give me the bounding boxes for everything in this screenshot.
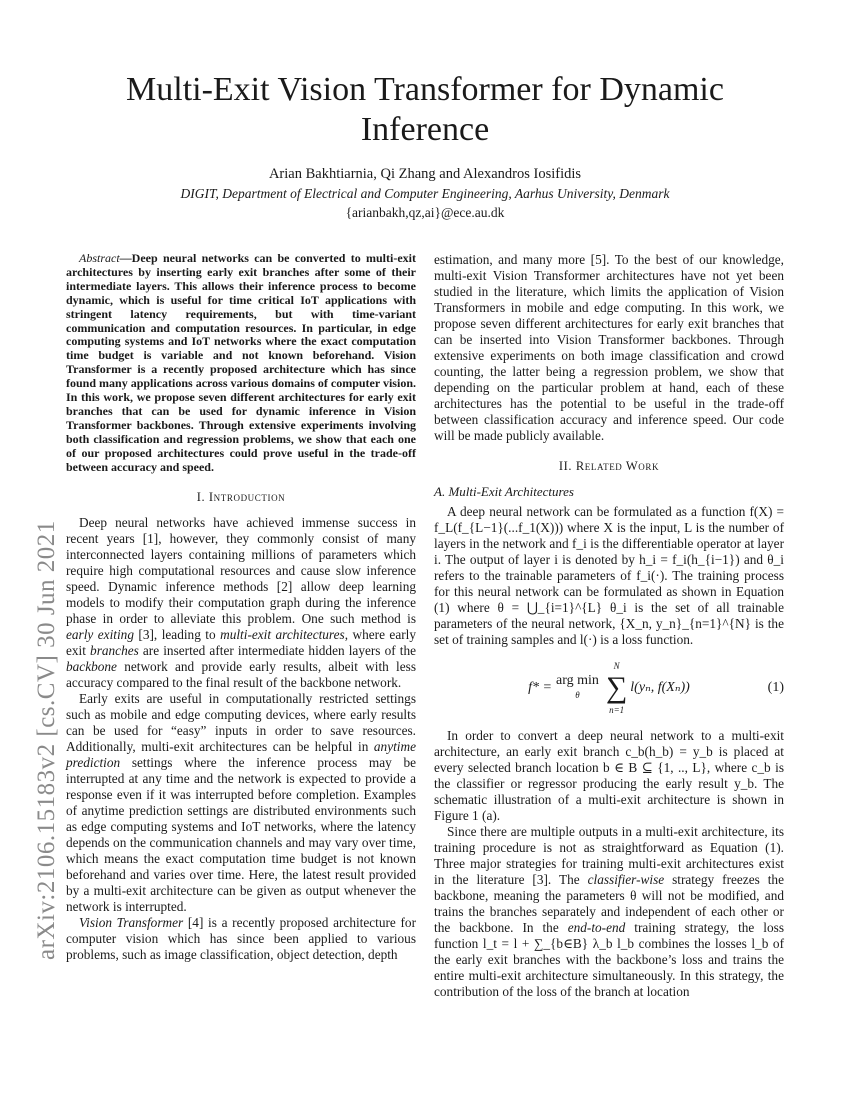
affiliation: DIGIT, Department of Electrical and Computer Engineering, Aarhus University, Denmark xyxy=(180,186,670,201)
sum-upper-limit: N xyxy=(613,661,620,671)
emphasis: end-to-end xyxy=(567,920,626,935)
intro-paragraph-3 xyxy=(66,915,416,963)
text-run: training strategy, the loss function l_t = l + ∑_{b∈B} λ_b l_b combines the losses l_b of the early exit branches with the backbone’s loss and trains the entire multi-exit architecture simultaneously. In this strategy, the contribution of the loss of the branch at location xyxy=(434,920,784,999)
sum-symbol: ∑ xyxy=(605,671,628,704)
abstract-text: —Deep neural networks can be converted to multi-exit architectures by inserting early exit branches after some of their intermediate layers. This allows their inference process to become dynamic, which is useful for time critical IoT applications with stringent latency requirements, but with time-variant communication and computation resources. In particular, in edge computing systems and IoT networks where the exact computation time budget is variable and not known beforehand. Vision Transformer is a recently proposed architecture which has since found many applications across various domains of computer vision. In this work, we propose seven different architectures for early exit branches that can be used for dynamic inference in Vision Transformer backbones. Through extensive experiments involving both classification and regression problems, we show that each one of our proposed architectures could prove useful in the trade-off between accuracy and speed. xyxy=(66,251,416,474)
related-paragraph-3 xyxy=(434,824,784,1000)
arxiv-stamp: arXiv:2106.15183v2 [cs.CV] 30 Jun 2021 xyxy=(33,520,60,960)
emphasis: Vision Transformer xyxy=(79,914,184,930)
intro-continuation: estimation, and many more [5]. To the best of our knowledge, multi-exit Vision Transformer architectures have not yet been studied in the literature, which limits the application of Vision Transformers in mobile and edge computing. In this work, we propose seven different architectures for early exit branches that can be inserted into Vision Transformer backbones. Through extensive experiments on both image classification and crowd counting, the latter being a regression problem, we show that depending on the particular problem at hand, each of these architectures has the potential to be useful in the trade-off between classification accuracy and inference speed. Our code will be made publicly available. xyxy=(434,252,784,443)
subsection-heading-multi-exit: A. Multi-Exit Architectures xyxy=(434,484,574,499)
left-column xyxy=(66,252,416,963)
intro-paragraph-1 xyxy=(66,515,416,691)
sum-lower-limit: n=1 xyxy=(609,705,625,715)
right-column xyxy=(434,252,784,1000)
abstract-label: Abstract xyxy=(79,251,120,265)
section-heading-introduction: I. Introduction xyxy=(196,489,286,504)
text-run: network and provide early results, albeit with less accuracy compared to the final result of the backbone network. xyxy=(66,658,416,690)
emphasis: multi-exit architectures xyxy=(220,626,345,642)
related-paragraph-2: In order to convert a deep neural network to a multi-exit architecture, an early exit branch c_b(h_b) = y_b is placed at every selected branch location b ∈ B ⊆ {1, .., L}, where c_b is the classifier or regressor producing the early result y_b. The schematic illustration of a multi-exit architecture is shown in Figure 1 (a). xyxy=(434,728,784,823)
section-heading-related-work: II. Related Work xyxy=(558,459,660,473)
emphasis: anytime prediction xyxy=(66,738,416,770)
argmin-label: arg min xyxy=(556,673,599,688)
text-run: Since there are multiple outputs in a multi-exit architecture, its training procedure is not as straightforward as Equation (1). Three major strategies for training multi-exit architectures exist in the literature [3]. The xyxy=(434,824,784,887)
equation-body xyxy=(528,658,690,718)
emphasis: early exiting xyxy=(66,626,134,642)
equation-rhs: l(yₙ, f(Xₙ)) xyxy=(630,680,690,695)
equation-lhs: f* = xyxy=(528,680,552,695)
sum-operator xyxy=(606,658,627,718)
author-list: Arian Bakhtiarnia, Qi Zhang and Alexandros Iosifidis xyxy=(268,166,582,182)
text-run: Deep neural networks have achieved immense success in recent years [1], however, they commonly consist of many interconnected layers containing millions of parameters which require high computational resources and cause slow inference speed. Dynamic inference methods [2] allow deep learning models to modify their computation graph during the inference phase in order to alleviate this problem. One such method is xyxy=(66,514,416,626)
emphasis: classifier-wise xyxy=(587,872,665,887)
text-run: settings where the inference process may be interrupted at any time and the network is expected to provide a response even if it was interrupted before completion. Examples of anytime prediction settings are distributed environments such as edge computing systems and IoT networks, where the latency depends on the communication channels and may vary over time, which means the exact computation time budget is not known beforehand and varies over time. Here, the latest result provided by a multi-exit architecture can be given as output whenever the network is interrupted. xyxy=(66,754,416,914)
paper-title: Multi-Exit Vision Transformer for Dynamic Inference xyxy=(126,71,724,148)
emphasis: branches xyxy=(90,642,139,658)
text-run: , where early exit xyxy=(66,626,416,658)
intro-paragraph-2 xyxy=(66,691,416,915)
equation-1 xyxy=(434,652,784,724)
abstract xyxy=(66,252,416,475)
author-emails: {arianbakh,qz,ai}@ece.au.dk xyxy=(345,205,505,220)
text-run: [3], leading to xyxy=(133,626,221,642)
equation-number: (1) xyxy=(767,680,784,695)
related-paragraph-1: A deep neural network can be formulated as a function f(X) = f_L(f_{L−1}(...f_1(X))) where X is the input, L is the number of layers in the network and f_i is the differentiable operator at layer i. The output of layer i is denoted by h_i = f_i(h_{i−1}) and θ_i refers to the trainable parameters of f_i(·). The training process for this neural network can be formulated as shown in Equation (1) where θ = ⋃_{i=1}^{L} θ_i is the set of all trainable parameters of the neural network, {X_n, y_n}_{n=1}^{N} is the set of training samples and l(·) is a loss function. xyxy=(434,504,784,647)
argmin-subscript: θ xyxy=(575,690,580,700)
text-run: are inserted after intermediate hidden layers of the xyxy=(138,642,417,658)
text-run: strategy freezes the backbone, meaning the parameters θ will not be modified, and trains the branches separately and independent of each other or the backbone. In the xyxy=(434,872,784,935)
argmin-operator xyxy=(556,673,599,703)
emphasis: backbone xyxy=(66,658,117,674)
text-run: Early exits are useful in computationally restricted settings such as mobile and edge computing devices, where early results can be used for “easy” inputs in order to save resources. Additionally, multi-exit architectures can be helpful in xyxy=(66,690,416,754)
text-run: [4] is a recently proposed architecture for computer vision which has since been applied to various problems, such as image classification, object detection, depth xyxy=(66,914,417,962)
